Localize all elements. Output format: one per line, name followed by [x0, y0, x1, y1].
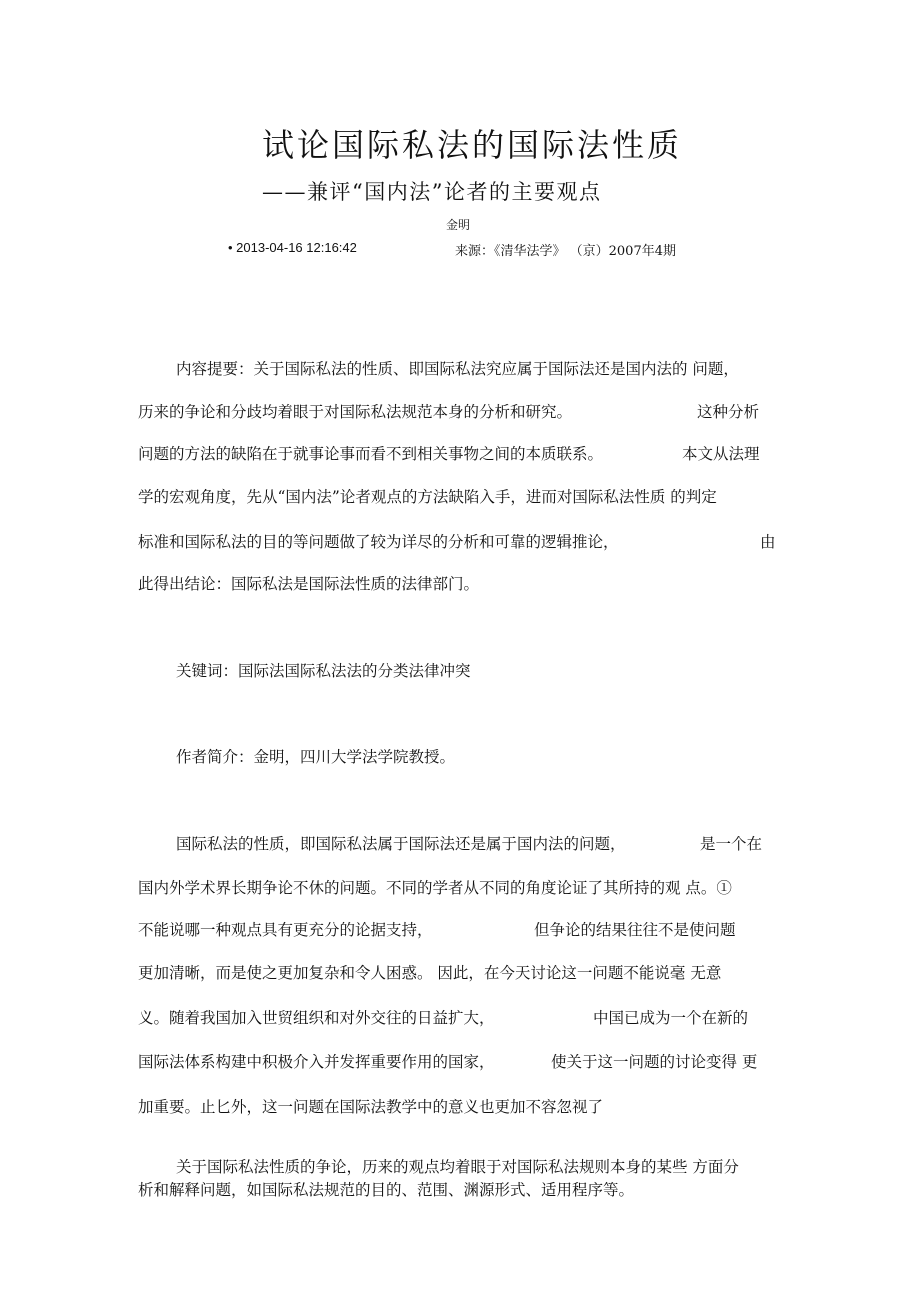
- document-subtitle: ——兼评“国内法”论者的主要观点: [262, 180, 602, 204]
- body-line: 加重要。止匕外，这一问题在国际法教学中的意义也更加不容忽视了: [138, 1098, 604, 1116]
- body-line: 国际法体系构建中积极介入并发挥重要作用的国家，: [138, 1053, 495, 1071]
- abstract-line: 学的宏观角度，先从“国内法”论者观点的方法缺陷入手，进而对国际私法性质 的判定: [138, 488, 717, 506]
- body-line-right: 是一个在: [700, 835, 763, 853]
- author-name: 金明: [446, 218, 471, 232]
- body-line: 析和解释问题，如国际私法规范的目的、范围、渊源形式、适用程序等。: [138, 1181, 635, 1199]
- body-line: 国际私法的性质，即国际私法属于国际法还是属于国内法的问题，: [176, 835, 626, 853]
- body-line: 关于国际私法性质的争论，历来的观点均着眼于对国际私法规则本身的某些 方面分: [176, 1158, 739, 1176]
- publish-date: • 2013-04-16 12:16:42: [228, 240, 357, 255]
- abstract-line: 标准和国际私法的目的等问题做了较为详尽的分析和可靠的逻辑推论，: [138, 533, 619, 551]
- abstract-line: 此得出结论：国际私法是国际法性质的法律部门。: [138, 575, 480, 593]
- source-info: 来源：《清华法学》 （京）2007年4期: [455, 244, 676, 259]
- keywords: 关键词：国际法国际私法法的分类法律冲突: [176, 662, 471, 680]
- body-line-right: 中国已成为一个在新的: [593, 1009, 749, 1027]
- abstract-line: 内容提要：关于国际私法的性质、即国际私法究应属于国际法还是国内法的 问题，: [176, 360, 739, 378]
- body-line: 更加清晰，而是使之更加复杂和令人困惑。 因此，在今天讨论这一问题不能说毫 无意: [138, 964, 722, 982]
- body-line: 义。随着我国加入世贸组织和对外交往的日益扩大，: [138, 1009, 495, 1027]
- body-line-right: 但争论的结果往往不是使问题: [534, 921, 736, 939]
- document-title: 试论国际私法的国际法性质: [262, 126, 683, 164]
- body-line-right: 使关于这一问题的讨论变得 更: [551, 1053, 758, 1071]
- body-line: 国内外学术界长期争论不休的问题。不同的学者从不同的角度论证了其所持的观 点。①: [138, 879, 732, 897]
- abstract-line-right: 这种分析: [697, 403, 760, 421]
- author-intro: 作者简介：金明，四川大学法学院教授。: [176, 748, 456, 766]
- abstract-line-right: 由: [760, 533, 776, 551]
- abstract-line: 问题的方法的缺陷在于就事论事而看不到相关事物之间的本质联系。: [138, 445, 604, 463]
- body-line: 不能说哪一种观点具有更充分的论据支持，: [138, 921, 433, 939]
- abstract-line: 历来的争论和分歧均着眼于对国际私法规范本身的分析和研究。: [138, 403, 573, 421]
- abstract-line-right: 本文从法理: [682, 445, 760, 463]
